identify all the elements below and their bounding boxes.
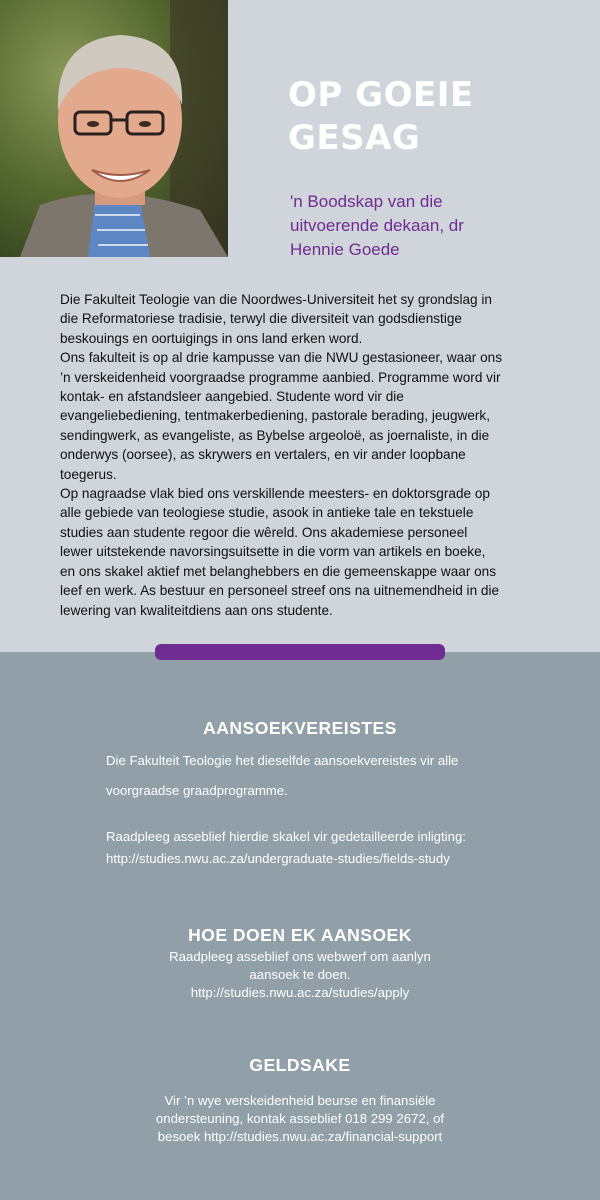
body-line: Die Fakulteit Teologie van die Noordwes-Universiteit het sy grondslag in xyxy=(60,292,492,307)
requirements-heading: AANSOEKVEREISTES xyxy=(203,718,397,738)
body-line: alle gebiede van teologiese studie, asook in antieke tale en tekstuele xyxy=(60,505,474,521)
finance-heading: GELDSAKE xyxy=(249,1055,351,1075)
body-line: Ons fakulteit is op al drie kampusse van die NWU gestasioneer, waar ons xyxy=(60,350,503,366)
subtitle-line-1: 'n Boodskap van die xyxy=(290,192,443,211)
finance-text-line-1: Vir ’n wye verskeidenheid beurse en finansiële xyxy=(164,1093,436,1108)
apply-heading: HOE DOEN EK AANSOEK xyxy=(188,925,412,945)
requirements-text-line-2: voorgraadse graadprogramme. xyxy=(106,783,288,798)
requirements-link[interactable]: http://studies.nwu.ac.za/undergraduate-studies/fields-study xyxy=(106,851,450,866)
section-divider xyxy=(155,644,445,660)
body-line: Op nagraadse vlak bied ons verskillende meesters- en doktorsgrade op xyxy=(60,486,490,502)
body-line: lewer uitstekende navorsingsuitsette in die vorm van artikels en boeke, xyxy=(60,544,486,560)
body-line: onderwys (oorsee), as skrywers en vertalers, en vir ander loopbane xyxy=(60,447,466,463)
finance-link[interactable]: besoek http://studies.nwu.ac.za/financial-support xyxy=(157,1129,443,1144)
body-line: evangeliebediening, tentmakerbediening, pastorale berading, jeugwerk, xyxy=(60,408,491,424)
finance-text-line-2: ondersteuning, kontak asseblief 018 299 2672, of xyxy=(155,1111,445,1126)
finance-text xyxy=(0,1092,600,1146)
page-title xyxy=(288,74,578,160)
requirements-reference-text: Raadpleeg asseblief hierdie skakel vir gedetailleerde inligting: xyxy=(106,829,466,844)
body-line: sendingwerk, as evangeliste, as Bybelse argeoloë, as joernaliste, in die xyxy=(60,427,490,443)
apply-text xyxy=(0,948,600,1002)
body-line: toegerus. xyxy=(60,466,117,482)
body-line: kontak- en afstandsleer aangebied. Studente word vir die xyxy=(60,389,404,405)
apply-text-line-1: Raadpleeg asseblief ons webwerf om aanlyn xyxy=(169,949,431,964)
requirements-text-line-1: Die Fakulteit Teologie het dieselfde aansoekvereistes vir alle xyxy=(106,753,459,768)
body-line: studies aan studente regoor die wêreld. Ons akademiese personeel xyxy=(60,524,468,540)
body-line: en ons skakel aktief met belanghebbers en die gemeenskappe waar ons xyxy=(60,563,497,579)
dean-message-text xyxy=(60,290,550,620)
subtitle-line-3: Hennie Goede xyxy=(290,240,400,259)
title-line-2: GESAG xyxy=(288,118,421,158)
apply-text-line-2: aansoek te doen. xyxy=(249,967,351,982)
title-line-1: OP GOEIE xyxy=(288,75,474,115)
subtitle-line-2: uitvoerende dekaan, dr xyxy=(290,216,464,235)
body-line: lewering van kwaliteitdiens aan ons studente. xyxy=(60,602,333,618)
body-line: beskouings en oortuigings in ons land erken word. xyxy=(60,330,363,346)
page-subtitle xyxy=(290,190,510,262)
body-line: leef en werk. As bestuur en personeel streef ons na uitnemendheid in die xyxy=(60,583,500,599)
body-line: die Reformatoriese tradisie, terwyl die diversiteit van godsdienstige xyxy=(60,311,462,327)
dean-portrait-photo xyxy=(0,0,228,257)
body-line: ’n verskeidenheid voorgraadse programme aanbied. Programme word vir xyxy=(60,369,501,385)
apply-link[interactable]: http://studies.nwu.ac.za/studies/apply xyxy=(190,985,410,1000)
